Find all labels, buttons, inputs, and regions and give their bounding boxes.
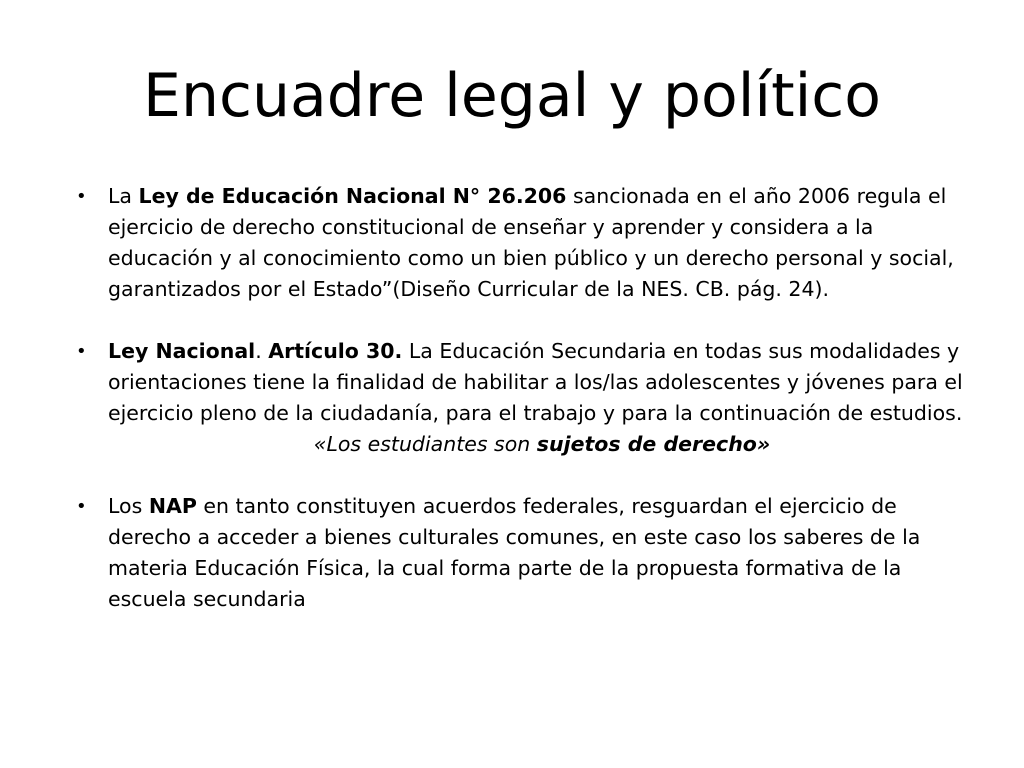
- bullet-dot-icon: •: [76, 341, 87, 362]
- bullet-dot-icon: •: [76, 496, 87, 517]
- slide-title: Encuadre legal y político: [143, 61, 881, 131]
- bullet-text: .: [255, 339, 269, 363]
- bullet-item-nap: [76, 491, 976, 615]
- bullet-text: en tanto constituyen acuerdos federales, resguardan el ejercicio de derecho a acceder a bienes culturales comunes, en este caso los saberes de la materia Educación Física, la cual forma parte de la propuesta formativa de la escuela secundaria: [108, 494, 921, 611]
- bullet-list: [76, 181, 976, 615]
- bullet-text: Los: [108, 494, 149, 518]
- bullet-text: La Educación Secundaria en todas sus modalidades y orientaciones tiene la finalidad de habilitar a los/las adolescentes y jóvenes para el ejercicio pleno de la ciudadanía, para el trabajo y para la continuación de estudios.: [108, 339, 963, 425]
- quote-text: «Los estudiantes son: [313, 432, 537, 456]
- bullet-dot-icon: •: [76, 186, 87, 207]
- bullet-item-articulo-30: [76, 336, 976, 460]
- bullet-item-ley-educacion: [76, 181, 976, 305]
- bullet-bold-text: Ley Nacional: [108, 339, 256, 363]
- quote-line: [108, 429, 976, 460]
- bullet-bold-text: Artículo 30.: [268, 339, 403, 363]
- bullet-bold-text: NAP: [148, 494, 197, 518]
- quote-bold-text: sujetos de derecho»: [536, 432, 771, 456]
- bullet-text: La: [108, 184, 139, 208]
- bullet-text: sancionada en el año 2006 regula el ejercicio de derecho constitucional de enseñar y aprender y considera a la educación y al conocimiento como un bien público y un derecho personal y social, garantizados por el Estado”(Diseño Curricular de la NES. CB. pág. 24).: [108, 184, 954, 301]
- bullet-bold-text: Ley de Educación Nacional N° 26.206: [138, 184, 567, 208]
